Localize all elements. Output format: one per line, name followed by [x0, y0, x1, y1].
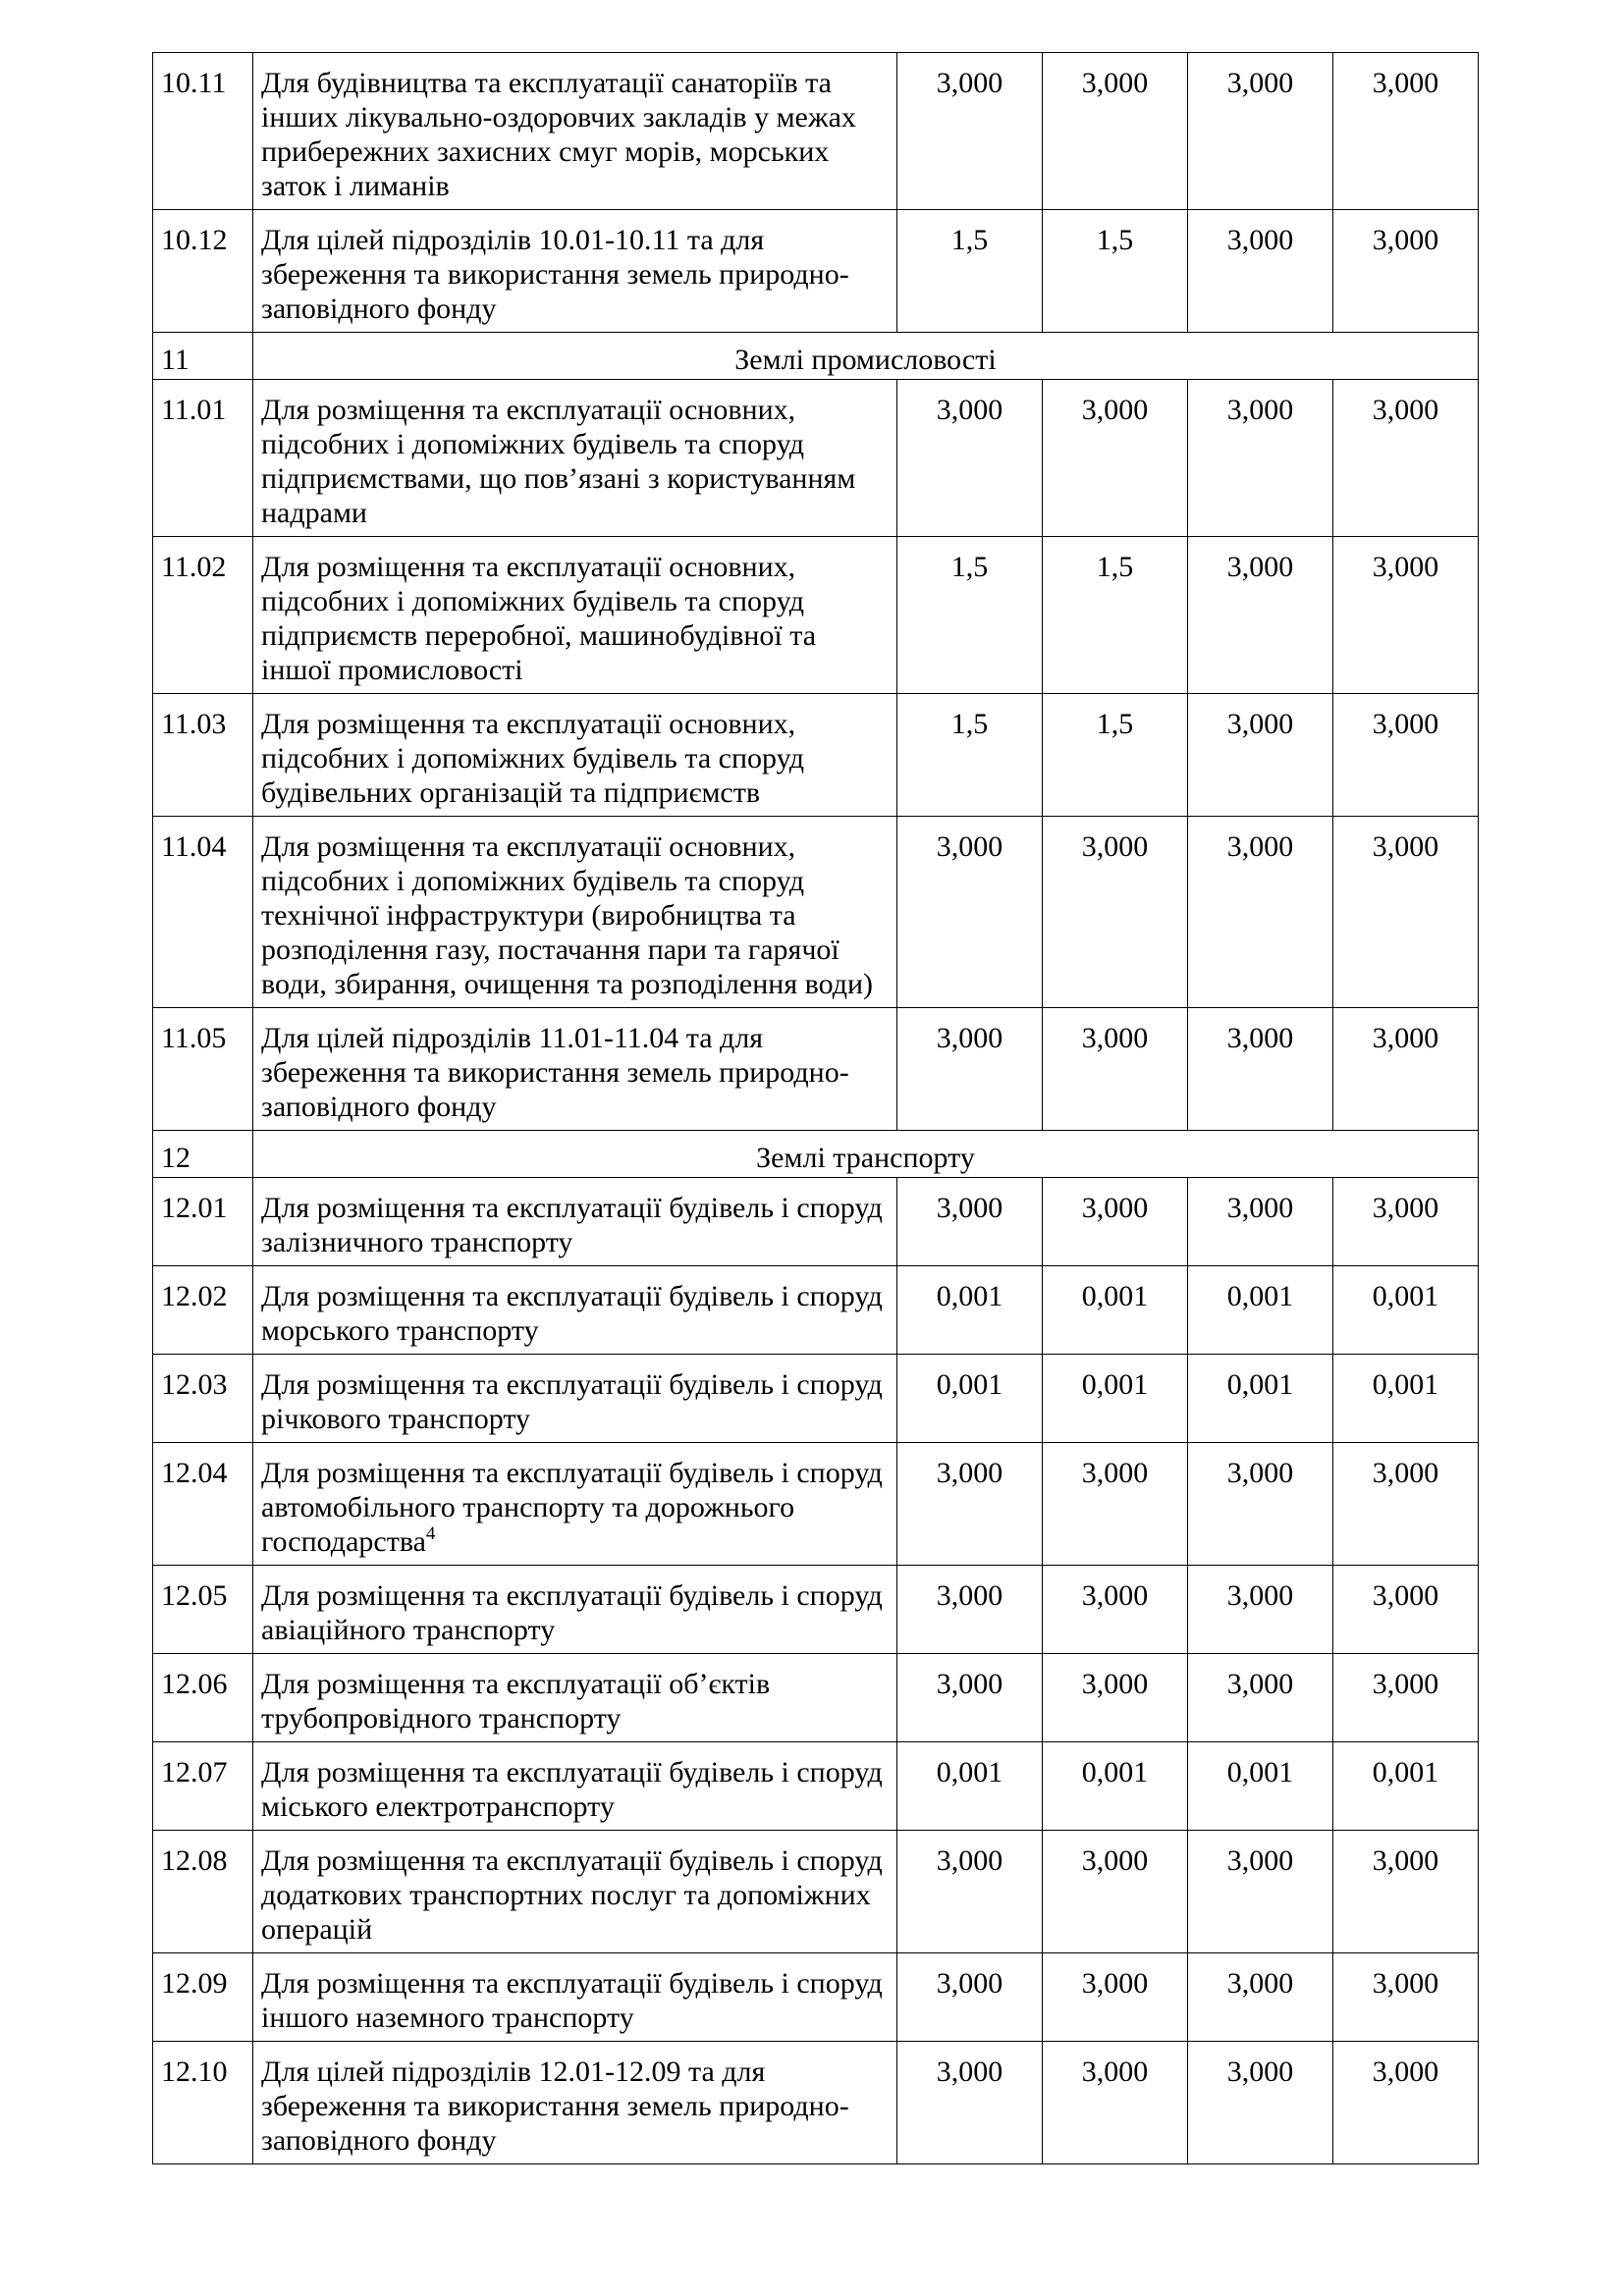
row-code: 11.05 — [153, 1008, 253, 1131]
row-description — [253, 1008, 897, 1131]
rate-value-3: 0,001 — [1188, 1742, 1333, 1831]
row-description — [253, 1566, 897, 1654]
row-description-text: Для розміщення та експлуатації будівель і споруд автомобільного транспорту та дорожнього господарства — [261, 1457, 883, 1558]
row-code: 12.02 — [153, 1266, 253, 1355]
row-code: 11.01 — [153, 380, 253, 537]
rate-value-3: 3,000 — [1188, 2042, 1333, 2164]
row-description — [253, 210, 897, 333]
section-code: 11 — [153, 333, 253, 380]
rate-value-1: 0,001 — [897, 1266, 1043, 1355]
row-code: 10.12 — [153, 210, 253, 333]
rate-value-3: 0,001 — [1188, 1266, 1333, 1355]
rate-value-4: 3,000 — [1333, 1831, 1479, 1953]
section-header-row — [153, 333, 1479, 380]
rate-value-4: 3,000 — [1333, 537, 1479, 694]
rate-value-4: 3,000 — [1333, 694, 1479, 817]
row-description — [253, 1178, 897, 1266]
rate-value-2: 0,001 — [1043, 1355, 1188, 1443]
rate-value-2: 3,000 — [1043, 2042, 1188, 2164]
table-row — [153, 1654, 1479, 1742]
rate-value-1: 3,000 — [897, 817, 1043, 1008]
rate-value-1: 3,000 — [897, 53, 1043, 210]
row-code: 11.04 — [153, 817, 253, 1008]
row-description-text: Для розміщення та експлуатації будівель і споруд міського електротранспорту — [261, 1756, 883, 1823]
rate-value-3: 3,000 — [1188, 1443, 1333, 1566]
row-description — [253, 2042, 897, 2164]
row-description-text: Для розміщення та експлуатації будівель і споруд морського транспорту — [261, 1280, 883, 1347]
rate-value-4: 3,000 — [1333, 1443, 1479, 1566]
rate-value-1: 3,000 — [897, 1831, 1043, 1953]
row-description — [253, 537, 897, 694]
rate-value-4: 3,000 — [1333, 1654, 1479, 1742]
rate-value-3: 3,000 — [1188, 380, 1333, 537]
rate-value-3: 3,000 — [1188, 1008, 1333, 1131]
rate-value-4: 0,001 — [1333, 1355, 1479, 1443]
rate-value-4: 3,000 — [1333, 1178, 1479, 1266]
rate-value-1: 3,000 — [897, 1566, 1043, 1654]
row-description — [253, 1443, 897, 1566]
rate-value-2: 0,001 — [1043, 1266, 1188, 1355]
row-description-text: Для цілей підрозділів 10.01-10.11 та для збереження та використання земель природно-заповідного фонду — [261, 224, 849, 325]
rate-value-4: 3,000 — [1333, 2042, 1479, 2164]
rate-value-3: 3,000 — [1188, 1953, 1333, 2042]
row-description-text: Для розміщення та експлуатації будівель і споруд іншого наземного транспорту — [261, 1967, 883, 2034]
rate-value-4: 3,000 — [1333, 817, 1479, 1008]
row-description-text: Для цілей підрозділів 11.01-11.04 та для збереження та використання земель природно-заповідного фонду — [261, 1022, 849, 1123]
section-title: Землі транспорту — [253, 1131, 1479, 1178]
rate-value-2: 3,000 — [1043, 817, 1188, 1008]
rate-value-3: 3,000 — [1188, 53, 1333, 210]
table-row — [153, 1008, 1479, 1131]
table-row — [153, 1566, 1479, 1654]
rate-value-2: 3,000 — [1043, 380, 1188, 537]
rate-value-1: 1,5 — [897, 210, 1043, 333]
row-code: 12.09 — [153, 1953, 253, 2042]
row-code: 12.03 — [153, 1355, 253, 1443]
rate-value-4: 0,001 — [1333, 1266, 1479, 1355]
rate-value-1: 3,000 — [897, 1953, 1043, 2042]
rate-value-3: 0,001 — [1188, 1355, 1333, 1443]
table-row — [153, 1831, 1479, 1953]
rate-value-4: 3,000 — [1333, 1953, 1479, 2042]
row-description — [253, 1355, 897, 1443]
table-row — [153, 1355, 1479, 1443]
row-description-text: Для розміщення та експлуатації будівель і споруд річкового транспорту — [261, 1368, 883, 1435]
row-code: 11.02 — [153, 537, 253, 694]
rate-value-1: 3,000 — [897, 2042, 1043, 2164]
rate-value-3: 3,000 — [1188, 694, 1333, 817]
table-row — [153, 210, 1479, 333]
row-code: 12.10 — [153, 2042, 253, 2164]
rate-value-4: 3,000 — [1333, 1566, 1479, 1654]
table-row — [153, 1266, 1479, 1355]
table-row — [153, 2042, 1479, 2164]
rate-value-2: 3,000 — [1043, 1443, 1188, 1566]
row-description — [253, 53, 897, 210]
rate-value-3: 3,000 — [1188, 1831, 1333, 1953]
row-description-text: Для будівництва та експлуатації санаторіїв та інших лікувально-оздоровчих закладів у межах прибережних захисних смуг морів, морських заток і лиманів — [261, 67, 856, 202]
rate-value-2: 0,001 — [1043, 1742, 1188, 1831]
land-tax-rates-table — [152, 52, 1479, 2164]
section-header-row — [153, 1131, 1479, 1178]
row-code: 12.08 — [153, 1831, 253, 1953]
rate-value-1: 1,5 — [897, 537, 1043, 694]
row-description — [253, 694, 897, 817]
row-code: 12.07 — [153, 1742, 253, 1831]
rate-value-1: 0,001 — [897, 1742, 1043, 1831]
table-row — [153, 1178, 1479, 1266]
row-description — [253, 380, 897, 537]
rate-value-2: 3,000 — [1043, 1953, 1188, 2042]
row-description-text: Для розміщення та експлуатації основних, підсобних і допоміжних будівель та споруд підприємств переробної, машинобудівної та іншої промисловості — [261, 551, 817, 686]
row-description — [253, 1831, 897, 1953]
row-description-text: Для розміщення та експлуатації об’єктів трубопровідного транспорту — [261, 1668, 771, 1735]
rate-value-1: 3,000 — [897, 1008, 1043, 1131]
rate-value-3: 3,000 — [1188, 537, 1333, 694]
rate-value-1: 3,000 — [897, 1178, 1043, 1266]
rate-value-4: 0,001 — [1333, 1742, 1479, 1831]
row-code: 10.11 — [153, 53, 253, 210]
rate-value-2: 1,5 — [1043, 694, 1188, 817]
rate-value-1: 3,000 — [897, 1443, 1043, 1566]
section-title: Землі промисловості — [253, 333, 1479, 380]
rate-value-3: 3,000 — [1188, 1178, 1333, 1266]
row-code: 12.06 — [153, 1654, 253, 1742]
row-description — [253, 1266, 897, 1355]
rate-value-2: 3,000 — [1043, 1008, 1188, 1131]
rate-value-2: 1,5 — [1043, 210, 1188, 333]
rate-value-3: 3,000 — [1188, 1654, 1333, 1742]
rate-value-4: 3,000 — [1333, 1008, 1479, 1131]
rate-value-2: 1,5 — [1043, 537, 1188, 694]
rate-value-2: 3,000 — [1043, 1654, 1188, 1742]
row-description-text: Для розміщення та експлуатації будівель і споруд залізничного транспорту — [261, 1192, 883, 1258]
rate-value-3: 3,000 — [1188, 210, 1333, 333]
row-code: 12.01 — [153, 1178, 253, 1266]
row-description — [253, 1654, 897, 1742]
footnote-marker: 4 — [425, 1523, 436, 1544]
table-row — [153, 537, 1479, 694]
rate-value-1: 1,5 — [897, 694, 1043, 817]
rate-value-2: 3,000 — [1043, 1178, 1188, 1266]
rate-value-3: 3,000 — [1188, 1566, 1333, 1654]
row-code: 12.05 — [153, 1566, 253, 1654]
rate-value-1: 3,000 — [897, 1654, 1043, 1742]
row-description-text: Для розміщення та експлуатації основних, підсобних і допоміжних будівель та споруд будівельних організацій та підприємств — [261, 708, 805, 809]
row-code: 12.04 — [153, 1443, 253, 1566]
row-description-text: Для цілей підрозділів 12.01-12.09 та для збереження та використання земель природно-заповідного фонду — [261, 2056, 849, 2157]
rate-value-2: 3,000 — [1043, 1566, 1188, 1654]
table-row — [153, 1953, 1479, 2042]
table-row — [153, 1742, 1479, 1831]
table-row — [153, 380, 1479, 537]
rate-value-2: 3,000 — [1043, 53, 1188, 210]
rate-value-2: 3,000 — [1043, 1831, 1188, 1953]
rate-value-1: 0,001 — [897, 1355, 1043, 1443]
row-description — [253, 1953, 897, 2042]
row-description-text: Для розміщення та експлуатації основних, підсобних і допоміжних будівель та споруд технічної інфраструктури (виробництва та розподілення газу, постачання пари та гарячої води, збирання, очищення та розподілення води) — [261, 830, 874, 1000]
table-row — [153, 53, 1479, 210]
table-row — [153, 817, 1479, 1008]
rate-value-4: 3,000 — [1333, 210, 1479, 333]
section-code: 12 — [153, 1131, 253, 1178]
row-description-text: Для розміщення та експлуатації основних, підсобних і допоміжних будівель та споруд підприємствами, що пов’язані з користуванням надрами — [261, 394, 856, 529]
rate-value-4: 3,000 — [1333, 53, 1479, 210]
row-description — [253, 1742, 897, 1831]
table-body — [153, 53, 1479, 2164]
table-row — [153, 694, 1479, 817]
rate-value-4: 3,000 — [1333, 380, 1479, 537]
row-code: 11.03 — [153, 694, 253, 817]
row-description — [253, 817, 897, 1008]
row-description-text: Для розміщення та експлуатації будівель і споруд авіаційного транспорту — [261, 1579, 883, 1646]
row-description-text: Для розміщення та експлуатації будівель і споруд додаткових транспортних послуг та допоміжних операцій — [261, 1844, 883, 1946]
rate-value-3: 3,000 — [1188, 817, 1333, 1008]
rate-value-1: 3,000 — [897, 380, 1043, 537]
table-row — [153, 1443, 1479, 1566]
